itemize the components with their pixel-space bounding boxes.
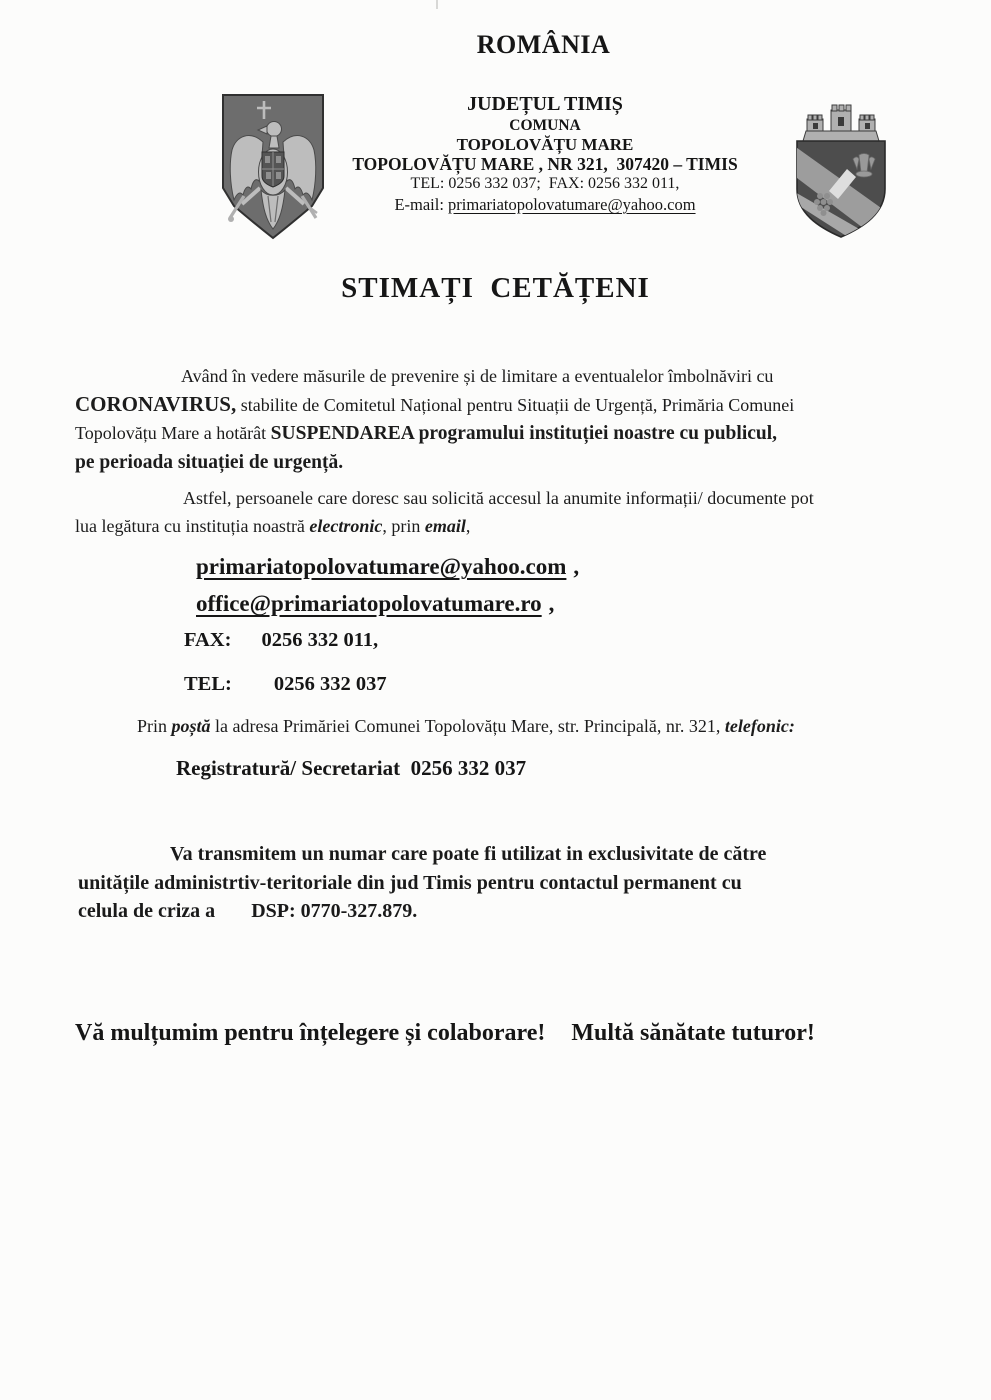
p1-text-3: Topolovățu Mare a hotărât	[75, 423, 271, 443]
letterhead-commune-label: COMUNA	[509, 117, 581, 134]
page-title: STIMAȚI CETĂȚENI	[341, 272, 650, 304]
closing-line	[75, 1020, 955, 1047]
country-title: ROMÂNIA	[476, 30, 611, 59]
posta-word: poștă	[171, 716, 211, 736]
letterhead-email-label: E-mail:	[394, 195, 449, 214]
closing-health: Multă sănătate tuturor!	[571, 1020, 815, 1046]
p2-text-2: lua legătura cu instituția noastră	[75, 516, 310, 536]
paragraph-dsp	[78, 840, 938, 926]
letterhead	[330, 92, 760, 215]
p2-electronic: electronic	[309, 516, 383, 536]
dsp-text-1: Va transmitem un numar care poate fi utilizat in exclusivitate de către	[170, 843, 767, 865]
fax-number: 0256 332 011,	[261, 629, 379, 651]
posta-text-1: Prin	[137, 716, 172, 736]
email-2-comma: ,	[548, 591, 555, 616]
letterhead-commune-name: TOPOLOVĂȚU MARE	[456, 135, 634, 154]
contact-email-line-1	[196, 548, 579, 585]
dsp-text-2: unitățile administrtiv-teritoriale din jud Timis pentru contactul permanent cu	[78, 871, 742, 894]
p1-suspendarea: SUSPENDAREA programului instituției noastre cu publicul,	[270, 423, 778, 444]
paragraph-access	[75, 484, 927, 540]
p2-text-1: Astfel, persoanele care doresc sau solicită accesul la anumite informații/ documente pot	[183, 488, 814, 508]
telefonic-word: telefonic:	[724, 716, 795, 736]
p1-coronavirus: CORONAVIRUS,	[75, 392, 237, 416]
dsp-text-3: celula de criza a	[78, 900, 216, 922]
scan-fold-mark	[436, 0, 438, 9]
dsp-phone-number: DSP: 0770-327.879.	[251, 900, 418, 922]
letterhead-phone-fax: TEL: 0256 332 037; FAX: 0256 332 011,	[410, 175, 680, 192]
romania-coat-of-arms	[216, 92, 330, 242]
letterhead-address: TOPOLOVĂȚU MARE , NR 321, 307420 – TIMIS	[352, 154, 738, 174]
letterhead-county: JUDEȚUL TIMIȘ	[467, 93, 623, 115]
romania-coat-of-arms-icon	[216, 92, 330, 242]
email-address-2: office@primariatopolovatumare.ro	[196, 591, 542, 616]
tel-number: 0256 332 037	[273, 673, 387, 695]
p2-text-3: , prin	[382, 516, 425, 536]
p2-email-word: email	[424, 516, 466, 536]
fax-row	[184, 629, 378, 652]
letterhead-email: primariatopolovatumare@yahoo.com	[448, 195, 696, 214]
commune-coat-of-arms	[789, 103, 893, 239]
contact-emails	[196, 548, 579, 622]
registratura-line: Registratură/ Secretariat 0256 332 037	[176, 756, 527, 780]
p1-suspendarea-2: pe perioada situației de urgență.	[75, 452, 344, 473]
tel-row	[184, 673, 387, 696]
fax-label: FAX:	[184, 629, 232, 651]
closing-thanks: Vă mulțumim pentru înțelegere și colaborare!	[75, 1020, 546, 1046]
tel-label: TEL:	[184, 673, 232, 695]
paragraph-coronavirus	[75, 362, 927, 477]
p1-text-1: Având în vedere măsurile de prevenire și de limitare a eventualelor îmbolnăviri cu	[181, 366, 774, 386]
email-address-1: primariatopolovatumare@yahoo.com	[196, 554, 567, 579]
letterhead-email-line	[330, 194, 760, 215]
paragraph-posta	[137, 716, 937, 737]
p1-text-2: stabilite de Comitetul Național pentru Situații de Urgență, Primăria Comunei	[236, 395, 795, 415]
commune-coat-of-arms-icon	[789, 103, 893, 239]
contact-email-line-2	[196, 585, 579, 622]
p2-text-4: ,	[465, 516, 471, 536]
posta-text-2: la adresa Primăriei Comunei Topolovățu Mare, str. Principală, nr. 321,	[210, 716, 725, 736]
email-1-comma: ,	[573, 554, 580, 579]
